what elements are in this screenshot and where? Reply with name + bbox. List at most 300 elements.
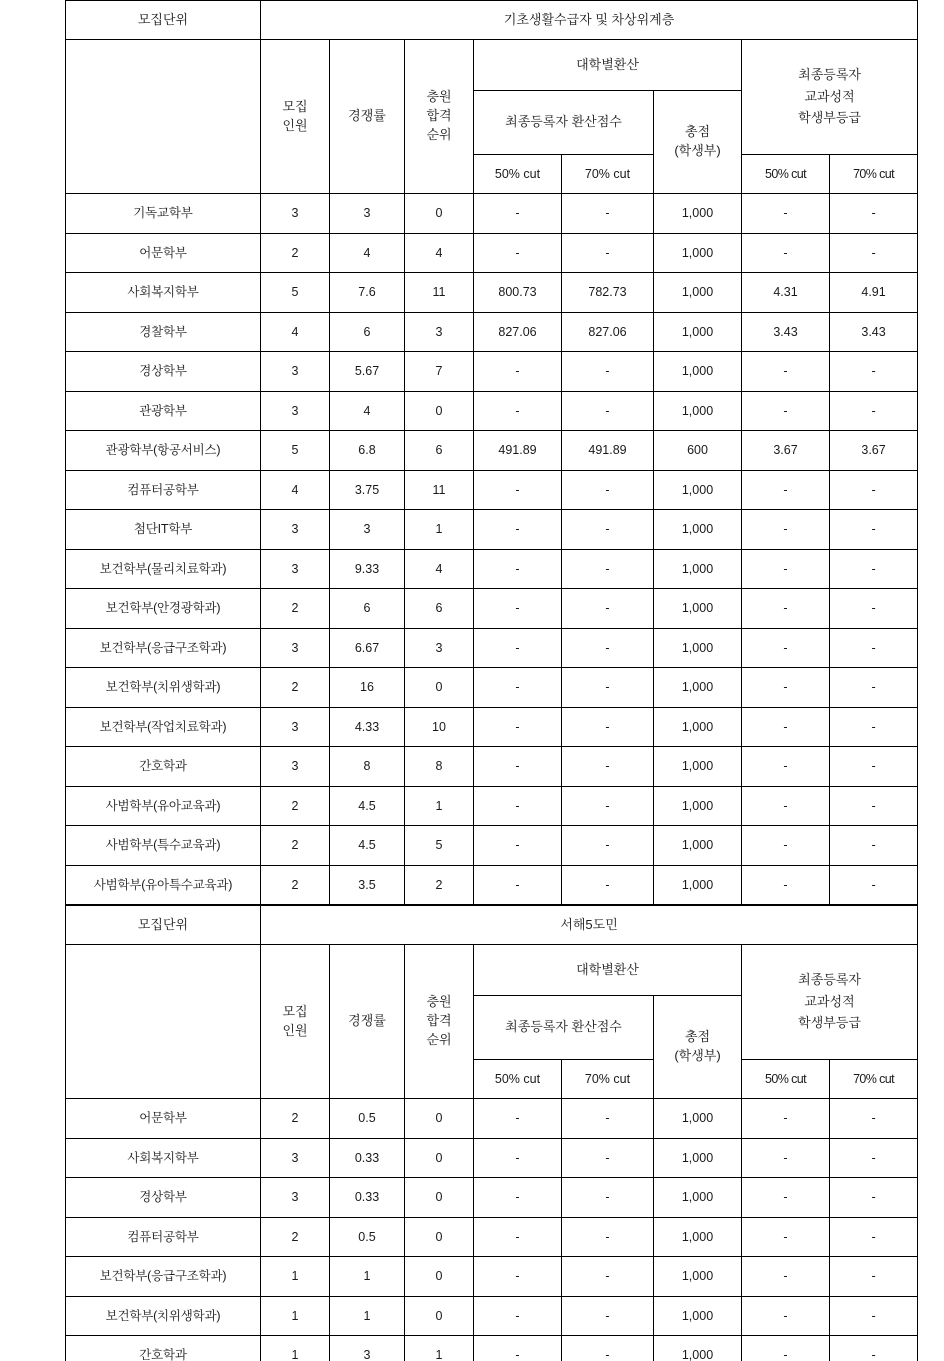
cell-grade-cut-70: 3.43 bbox=[830, 312, 918, 352]
header-total-2-line2: (학생부) bbox=[674, 1048, 721, 1063]
cell-cut-50: 827.06 bbox=[474, 312, 562, 352]
cell-grade-cut-70: - bbox=[830, 628, 918, 668]
cell-competition: 1 bbox=[330, 1257, 405, 1297]
header-total-2-line1: 총점 bbox=[684, 1029, 711, 1045]
header-final-2-line2: 교과성적 bbox=[804, 993, 855, 1009]
table-row bbox=[66, 1138, 918, 1178]
cell-competition: 0.5 bbox=[330, 1099, 405, 1139]
cell-grade-cut-50: - bbox=[742, 786, 830, 826]
cell-fill-rank: 1 bbox=[405, 1336, 474, 1361]
cell-grade-cut-50: - bbox=[742, 1217, 830, 1257]
cell-competition: 3 bbox=[330, 510, 405, 550]
cell-quota: 2 bbox=[261, 826, 330, 866]
cell-total-score: 1,000 bbox=[654, 747, 742, 787]
table-header-seohae-islands bbox=[66, 905, 918, 1099]
cell-total-score: 1,000 bbox=[654, 352, 742, 392]
cell-quota: 3 bbox=[261, 510, 330, 550]
header-quota-2 bbox=[261, 945, 330, 1099]
header-total-score bbox=[654, 91, 742, 194]
table-row bbox=[66, 194, 918, 234]
cell-grade-cut-50: - bbox=[742, 1138, 830, 1178]
header-grade-cut-70-2: 70% cut bbox=[830, 1060, 918, 1099]
cell-fill-rank: 2 bbox=[405, 865, 474, 905]
cell-unit: 보건학부(응급구조학과) bbox=[66, 628, 261, 668]
cell-competition: 7.6 bbox=[330, 273, 405, 313]
cell-unit: 경찰학부 bbox=[66, 312, 261, 352]
cell-competition: 8 bbox=[330, 747, 405, 787]
cell-fill-rank: 7 bbox=[405, 352, 474, 392]
header-final-enrollee-grade bbox=[742, 40, 918, 155]
cell-unit: 사범학부(유아교육과) bbox=[66, 786, 261, 826]
cell-unit: 사회복지학부 bbox=[66, 273, 261, 313]
header-fill-rank-line1: 충원 bbox=[426, 89, 452, 105]
table-row bbox=[66, 233, 918, 273]
cell-grade-cut-50: - bbox=[742, 510, 830, 550]
cell-quota: 5 bbox=[261, 431, 330, 471]
cell-cut-50: - bbox=[474, 549, 562, 589]
cell-fill-rank: 0 bbox=[405, 1296, 474, 1336]
cell-quota: 1 bbox=[261, 1257, 330, 1297]
cell-cut-50: - bbox=[474, 510, 562, 550]
cell-quota: 2 bbox=[261, 1217, 330, 1257]
header-quota-2-line1: 모집 bbox=[282, 1003, 308, 1019]
cell-cut-70: - bbox=[562, 470, 654, 510]
cell-unit: 관광학부(항공서비스) bbox=[66, 431, 261, 471]
cell-cut-50: - bbox=[474, 1336, 562, 1361]
cell-quota: 3 bbox=[261, 352, 330, 392]
admissions-results-container bbox=[65, 0, 917, 1361]
cell-fill-rank: 1 bbox=[405, 786, 474, 826]
cell-fill-rank: 8 bbox=[405, 747, 474, 787]
header-final-2-line1: 최종등록자 bbox=[798, 971, 861, 987]
header-cut-70: 70% cut bbox=[562, 155, 654, 194]
cell-grade-cut-50: - bbox=[742, 707, 830, 747]
cell-cut-50: - bbox=[474, 1257, 562, 1297]
table-row bbox=[66, 826, 918, 866]
table-row bbox=[66, 273, 918, 313]
cell-unit: 보건학부(안경광학과) bbox=[66, 589, 261, 629]
cell-grade-cut-50: 3.43 bbox=[742, 312, 830, 352]
header-row-groups bbox=[66, 40, 918, 91]
table-row bbox=[66, 549, 918, 589]
cell-competition: 3 bbox=[330, 194, 405, 234]
cell-cut-50: - bbox=[474, 1178, 562, 1218]
cell-unit: 보건학부(치위생학과) bbox=[66, 668, 261, 708]
header-recruitment-unit: 모집단위 bbox=[66, 1, 261, 40]
cell-fill-rank: 6 bbox=[405, 431, 474, 471]
cell-grade-cut-70: - bbox=[830, 194, 918, 234]
cell-fill-rank: 4 bbox=[405, 549, 474, 589]
cell-grade-cut-50: - bbox=[742, 589, 830, 629]
cell-unit: 사회복지학부 bbox=[66, 1138, 261, 1178]
cell-competition: 4 bbox=[330, 391, 405, 431]
cell-grade-cut-70: - bbox=[830, 1296, 918, 1336]
cell-grade-cut-50: - bbox=[742, 1099, 830, 1139]
cell-total-score: 1,000 bbox=[654, 1217, 742, 1257]
cell-cut-50: - bbox=[474, 786, 562, 826]
cell-cut-50: - bbox=[474, 233, 562, 273]
cell-grade-cut-70: - bbox=[830, 1178, 918, 1218]
cell-total-score: 1,000 bbox=[654, 826, 742, 866]
cell-grade-cut-70: - bbox=[830, 589, 918, 629]
cell-cut-70: - bbox=[562, 1178, 654, 1218]
cell-quota: 2 bbox=[261, 865, 330, 905]
cell-grade-cut-70: - bbox=[830, 1257, 918, 1297]
cell-grade-cut-50: - bbox=[742, 470, 830, 510]
cell-total-score: 1,000 bbox=[654, 1178, 742, 1218]
header-fill-rank-2 bbox=[405, 945, 474, 1099]
cell-cut-50: - bbox=[474, 1217, 562, 1257]
header-category-title: 기초생활수급자 및 차상위계층 bbox=[261, 1, 918, 40]
cell-cut-70: 491.89 bbox=[562, 431, 654, 471]
table-row bbox=[66, 1217, 918, 1257]
header-recruitment-unit-2: 모집단위 bbox=[66, 905, 261, 945]
cell-grade-cut-50: - bbox=[742, 549, 830, 589]
table-row bbox=[66, 352, 918, 392]
cell-cut-70: - bbox=[562, 391, 654, 431]
cell-competition: 6.67 bbox=[330, 628, 405, 668]
header-fill-rank bbox=[405, 40, 474, 194]
header-final-line1: 최종등록자 bbox=[798, 66, 861, 82]
cell-grade-cut-70: - bbox=[830, 470, 918, 510]
cell-unit: 기독교학부 bbox=[66, 194, 261, 234]
cell-fill-rank: 6 bbox=[405, 589, 474, 629]
header-grade-cut-70: 70% cut bbox=[830, 155, 918, 194]
cell-grade-cut-70: - bbox=[830, 668, 918, 708]
header-converted-score-2: 최종등록자 환산점수 bbox=[474, 996, 654, 1060]
cell-competition: 0.33 bbox=[330, 1178, 405, 1218]
cell-grade-cut-70: 3.67 bbox=[830, 431, 918, 471]
cell-total-score: 1,000 bbox=[654, 707, 742, 747]
cell-cut-70: - bbox=[562, 589, 654, 629]
cell-competition: 5.67 bbox=[330, 352, 405, 392]
table-row bbox=[66, 431, 918, 471]
cell-unit: 보건학부(응급구조학과) bbox=[66, 1257, 261, 1297]
cell-competition: 16 bbox=[330, 668, 405, 708]
cell-fill-rank: 3 bbox=[405, 312, 474, 352]
cell-competition: 3.75 bbox=[330, 470, 405, 510]
header-competition-rate-2: 경쟁률 bbox=[330, 945, 405, 1099]
cell-cut-70: - bbox=[562, 1217, 654, 1257]
header-cut-70-2: 70% cut bbox=[562, 1060, 654, 1099]
cell-grade-cut-70: - bbox=[830, 510, 918, 550]
cell-total-score: 600 bbox=[654, 431, 742, 471]
cell-quota: 2 bbox=[261, 589, 330, 629]
cell-competition: 3 bbox=[330, 1336, 405, 1361]
cell-competition: 3.5 bbox=[330, 865, 405, 905]
table-header-basic-livelihood bbox=[66, 1, 918, 194]
cell-unit: 관광학부 bbox=[66, 391, 261, 431]
cell-fill-rank: 4 bbox=[405, 233, 474, 273]
cell-competition: 0.5 bbox=[330, 1217, 405, 1257]
cell-grade-cut-50: - bbox=[742, 628, 830, 668]
cell-fill-rank: 5 bbox=[405, 826, 474, 866]
cell-cut-70: 782.73 bbox=[562, 273, 654, 313]
cell-fill-rank: 1 bbox=[405, 510, 474, 550]
cell-quota: 2 bbox=[261, 786, 330, 826]
header-fill-rank-2-line1: 충원 bbox=[426, 994, 452, 1010]
cell-grade-cut-50: - bbox=[742, 1336, 830, 1361]
cell-unit: 간호학과 bbox=[66, 1336, 261, 1361]
header-fill-rank-2-line3: 순위 bbox=[426, 1031, 452, 1047]
cell-fill-rank: 0 bbox=[405, 1217, 474, 1257]
cell-total-score: 1,000 bbox=[654, 391, 742, 431]
cell-competition: 4.33 bbox=[330, 707, 405, 747]
header-quota-2-line2: 인원 bbox=[282, 1022, 308, 1038]
cell-quota: 3 bbox=[261, 747, 330, 787]
cell-cut-50: 491.89 bbox=[474, 431, 562, 471]
cell-unit: 컴퓨터공학부 bbox=[66, 1217, 261, 1257]
cell-cut-70: - bbox=[562, 786, 654, 826]
cell-total-score: 1,000 bbox=[654, 1138, 742, 1178]
header-total-line2: (학생부) bbox=[674, 143, 721, 158]
cell-quota: 3 bbox=[261, 707, 330, 747]
header-final-enrollee-grade-2 bbox=[742, 945, 918, 1060]
header-fill-rank-2-line2: 합격 bbox=[426, 1013, 452, 1029]
table-row bbox=[66, 470, 918, 510]
cell-grade-cut-50: - bbox=[742, 391, 830, 431]
cell-total-score: 1,000 bbox=[654, 510, 742, 550]
cell-cut-70: - bbox=[562, 549, 654, 589]
cell-fill-rank: 0 bbox=[405, 668, 474, 708]
cell-fill-rank: 0 bbox=[405, 391, 474, 431]
header-competition-rate: 경쟁률 bbox=[330, 40, 405, 194]
header-fill-rank-line2: 합격 bbox=[426, 108, 452, 124]
cell-quota: 1 bbox=[261, 1296, 330, 1336]
cell-total-score: 1,000 bbox=[654, 589, 742, 629]
cell-grade-cut-70: - bbox=[830, 391, 918, 431]
cell-fill-rank: 0 bbox=[405, 1138, 474, 1178]
cell-fill-rank: 11 bbox=[405, 273, 474, 313]
cell-cut-70: - bbox=[562, 1099, 654, 1139]
cell-fill-rank: 3 bbox=[405, 628, 474, 668]
cell-cut-50: - bbox=[474, 707, 562, 747]
cell-grade-cut-50: - bbox=[742, 747, 830, 787]
cell-grade-cut-70: - bbox=[830, 865, 918, 905]
cell-cut-70: - bbox=[562, 668, 654, 708]
table-row bbox=[66, 786, 918, 826]
cell-quota: 3 bbox=[261, 549, 330, 589]
cell-grade-cut-50: - bbox=[742, 194, 830, 234]
cell-cut-50: - bbox=[474, 668, 562, 708]
cell-grade-cut-70: - bbox=[830, 1336, 918, 1361]
cell-cut-50: - bbox=[474, 1138, 562, 1178]
cell-grade-cut-70: - bbox=[830, 747, 918, 787]
header-total-line1: 총점 bbox=[684, 124, 711, 140]
cell-cut-50: - bbox=[474, 628, 562, 668]
cell-unit: 보건학부(작업치료학과) bbox=[66, 707, 261, 747]
cell-fill-rank: 0 bbox=[405, 1178, 474, 1218]
cell-cut-50: - bbox=[474, 747, 562, 787]
cell-cut-50: - bbox=[474, 1296, 562, 1336]
cell-quota: 2 bbox=[261, 233, 330, 273]
cell-cut-70: - bbox=[562, 707, 654, 747]
header-quota-line1: 모집 bbox=[282, 98, 308, 114]
table-row bbox=[66, 589, 918, 629]
cell-cut-70: - bbox=[562, 194, 654, 234]
cell-grade-cut-50: - bbox=[742, 352, 830, 392]
cell-fill-rank: 11 bbox=[405, 470, 474, 510]
cell-grade-cut-70: - bbox=[830, 786, 918, 826]
cell-total-score: 1,000 bbox=[654, 312, 742, 352]
cell-unit: 경상학부 bbox=[66, 352, 261, 392]
cell-grade-cut-70: - bbox=[830, 549, 918, 589]
cell-grade-cut-70: - bbox=[830, 1217, 918, 1257]
table-row bbox=[66, 510, 918, 550]
cell-competition: 4 bbox=[330, 233, 405, 273]
cell-grade-cut-50: - bbox=[742, 668, 830, 708]
cell-quota: 4 bbox=[261, 312, 330, 352]
cell-cut-70: - bbox=[562, 747, 654, 787]
cell-total-score: 1,000 bbox=[654, 273, 742, 313]
header-final-2-line3: 학생부등급 bbox=[798, 1015, 861, 1031]
table-row bbox=[66, 707, 918, 747]
cell-total-score: 1,000 bbox=[654, 1257, 742, 1297]
cell-total-score: 1,000 bbox=[654, 233, 742, 273]
cell-competition: 0.33 bbox=[330, 1138, 405, 1178]
cell-grade-cut-50: - bbox=[742, 1257, 830, 1297]
cell-grade-cut-50: - bbox=[742, 1296, 830, 1336]
cell-quota: 3 bbox=[261, 1178, 330, 1218]
cell-grade-cut-50: - bbox=[742, 865, 830, 905]
header-category-title-2: 서해5도민 bbox=[261, 905, 918, 945]
cell-quota: 1 bbox=[261, 1336, 330, 1361]
cell-total-score: 1,000 bbox=[654, 1296, 742, 1336]
header-quota bbox=[261, 40, 330, 194]
cell-unit: 사범학부(특수교육과) bbox=[66, 826, 261, 866]
cell-unit: 경상학부 bbox=[66, 1178, 261, 1218]
table-row bbox=[66, 668, 918, 708]
header-converted-score: 최종등록자 환산점수 bbox=[474, 91, 654, 155]
cell-grade-cut-50: - bbox=[742, 1178, 830, 1218]
header-unit-spacer bbox=[66, 40, 261, 194]
cell-grade-cut-50: 3.67 bbox=[742, 431, 830, 471]
cell-unit: 첨단IT학부 bbox=[66, 510, 261, 550]
cell-total-score: 1,000 bbox=[654, 1099, 742, 1139]
cell-competition: 9.33 bbox=[330, 549, 405, 589]
cell-cut-70: - bbox=[562, 1336, 654, 1361]
cell-cut-50: - bbox=[474, 865, 562, 905]
cell-cut-50: - bbox=[474, 194, 562, 234]
cell-total-score: 1,000 bbox=[654, 786, 742, 826]
cell-quota: 3 bbox=[261, 1138, 330, 1178]
cell-competition: 1 bbox=[330, 1296, 405, 1336]
cell-cut-50: - bbox=[474, 470, 562, 510]
cell-grade-cut-50: - bbox=[742, 826, 830, 866]
cell-competition: 4.5 bbox=[330, 826, 405, 866]
cell-cut-70: - bbox=[562, 826, 654, 866]
cell-unit: 사범학부(유아특수교육과) bbox=[66, 865, 261, 905]
cell-quota: 3 bbox=[261, 628, 330, 668]
table-row bbox=[66, 1336, 918, 1361]
cell-cut-50: - bbox=[474, 1099, 562, 1139]
cell-total-score: 1,000 bbox=[654, 865, 742, 905]
table-body-basic-livelihood bbox=[66, 194, 918, 905]
table-row bbox=[66, 628, 918, 668]
cell-quota: 3 bbox=[261, 391, 330, 431]
cell-cut-50: - bbox=[474, 589, 562, 629]
cell-grade-cut-50: 4.31 bbox=[742, 273, 830, 313]
cell-total-score: 1,000 bbox=[654, 628, 742, 668]
cell-cut-50: - bbox=[474, 391, 562, 431]
cell-competition: 4.5 bbox=[330, 786, 405, 826]
cell-unit: 어문학부 bbox=[66, 233, 261, 273]
cell-quota: 3 bbox=[261, 194, 330, 234]
cell-competition: 6 bbox=[330, 589, 405, 629]
cell-grade-cut-70: - bbox=[830, 352, 918, 392]
cell-cut-50: - bbox=[474, 826, 562, 866]
cell-grade-cut-70: - bbox=[830, 1099, 918, 1139]
header-total-score-2 bbox=[654, 996, 742, 1099]
cell-cut-50: 800.73 bbox=[474, 273, 562, 313]
cell-unit: 컴퓨터공학부 bbox=[66, 470, 261, 510]
table-row bbox=[66, 391, 918, 431]
results-table-basic-livelihood bbox=[65, 0, 918, 905]
cell-cut-70: - bbox=[562, 1138, 654, 1178]
cell-cut-50: - bbox=[474, 352, 562, 392]
cell-fill-rank: 0 bbox=[405, 194, 474, 234]
cell-total-score: 1,000 bbox=[654, 549, 742, 589]
cell-cut-70: - bbox=[562, 352, 654, 392]
header-cut-50-2: 50% cut bbox=[474, 1060, 562, 1099]
cell-cut-70: - bbox=[562, 628, 654, 668]
cell-total-score: 1,000 bbox=[654, 194, 742, 234]
cell-cut-70: - bbox=[562, 1257, 654, 1297]
cell-total-score: 1,000 bbox=[654, 668, 742, 708]
cell-cut-70: - bbox=[562, 865, 654, 905]
table-row bbox=[66, 1099, 918, 1139]
cell-cut-70: - bbox=[562, 1296, 654, 1336]
cell-fill-rank: 10 bbox=[405, 707, 474, 747]
results-table-seohae-islands bbox=[65, 904, 918, 1361]
header-cut-50: 50% cut bbox=[474, 155, 562, 194]
cell-total-score: 1,000 bbox=[654, 1336, 742, 1361]
header-row-groups-2 bbox=[66, 945, 918, 996]
cell-cut-70: - bbox=[562, 510, 654, 550]
header-row-category-2 bbox=[66, 905, 918, 945]
table-row bbox=[66, 1178, 918, 1218]
table-row bbox=[66, 1296, 918, 1336]
header-quota-line2: 인원 bbox=[282, 117, 308, 133]
header-university-conversion-2: 대학별환산 bbox=[474, 945, 742, 996]
header-fill-rank-line3: 순위 bbox=[426, 126, 452, 142]
table-row bbox=[66, 1257, 918, 1297]
cell-grade-cut-50: - bbox=[742, 233, 830, 273]
cell-quota: 2 bbox=[261, 1099, 330, 1139]
cell-quota: 4 bbox=[261, 470, 330, 510]
table-row bbox=[66, 747, 918, 787]
table-row bbox=[66, 865, 918, 905]
header-university-conversion: 대학별환산 bbox=[474, 40, 742, 91]
cell-quota: 5 bbox=[261, 273, 330, 313]
cell-grade-cut-70: - bbox=[830, 233, 918, 273]
cell-grade-cut-70: 4.91 bbox=[830, 273, 918, 313]
cell-cut-70: - bbox=[562, 233, 654, 273]
cell-unit: 간호학과 bbox=[66, 747, 261, 787]
cell-fill-rank: 0 bbox=[405, 1099, 474, 1139]
cell-fill-rank: 0 bbox=[405, 1257, 474, 1297]
header-grade-cut-50-2: 50% cut bbox=[742, 1060, 830, 1099]
cell-total-score: 1,000 bbox=[654, 470, 742, 510]
table-row bbox=[66, 312, 918, 352]
header-final-line3: 학생부등급 bbox=[798, 110, 861, 126]
cell-grade-cut-70: - bbox=[830, 707, 918, 747]
cell-competition: 6.8 bbox=[330, 431, 405, 471]
cell-unit: 보건학부(치위생학과) bbox=[66, 1296, 261, 1336]
cell-unit: 보건학부(물리치료학과) bbox=[66, 549, 261, 589]
cell-quota: 2 bbox=[261, 668, 330, 708]
cell-competition: 6 bbox=[330, 312, 405, 352]
